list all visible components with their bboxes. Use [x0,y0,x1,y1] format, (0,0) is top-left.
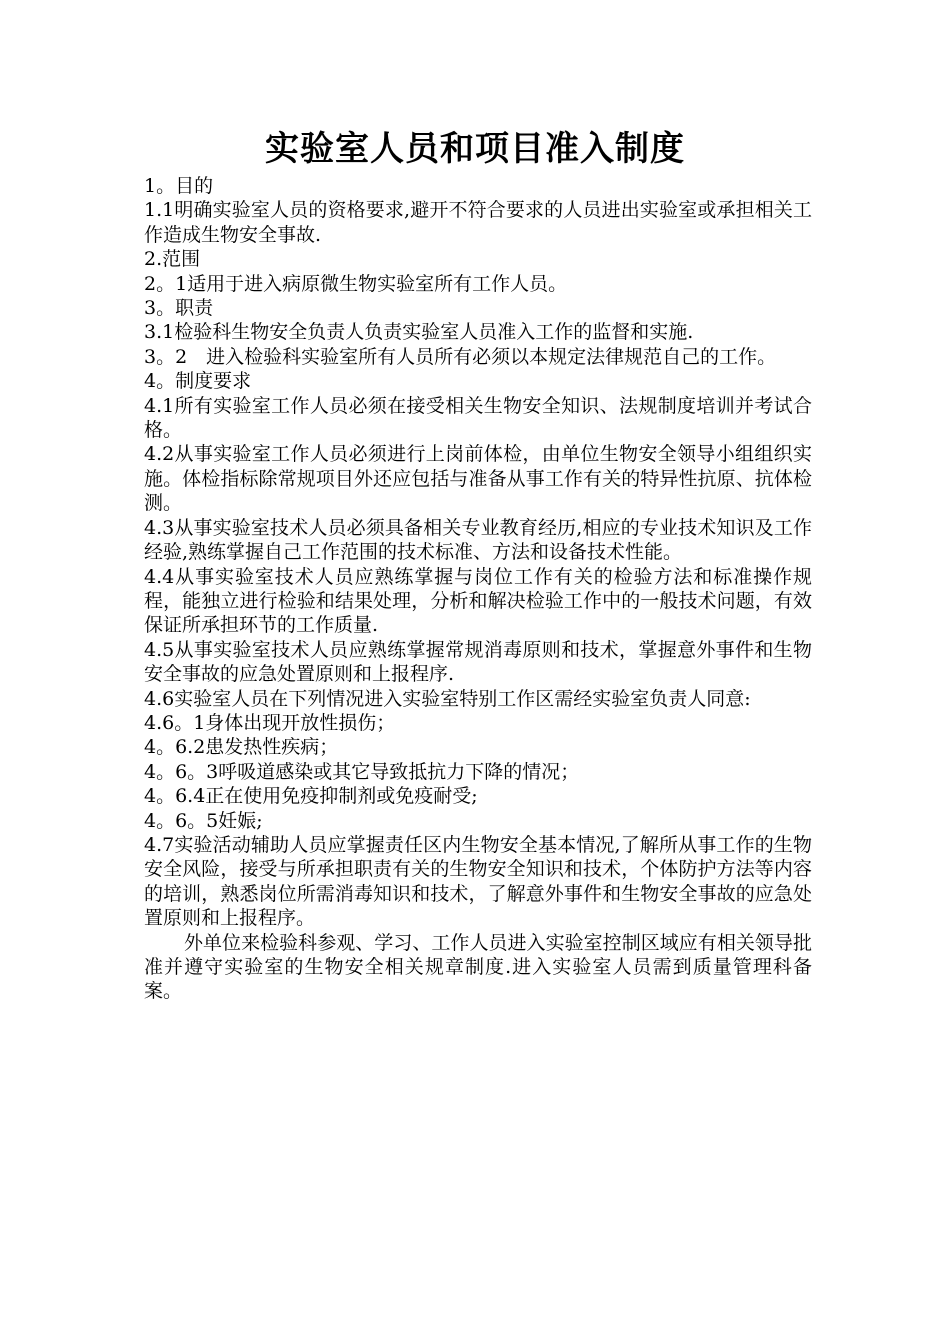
paragraph-4-6-2: 4。6.2患发热性疾病； [144,736,339,759]
paragraph-4-6-3: 4。6。3呼吸道感染或其它导致抵抗力下降的情况； [144,760,580,783]
paragraph-4-2: 4.2从事实验室工作人员必须进行上岗前体检，由单位生物安全领导小组组织实施。体检指标除常规项目外还应包括与准备从事工作有关的特异性抗原、抗体检测。 [144,443,812,515]
paragraph-3-1: 3.1检验科生物安全负责人负责实验室人员准入工作的监督和实施. [144,321,694,344]
paragraph-2-1: 2。1适用于进入病原微生物实验室所有工作人员。 [144,272,568,295]
paragraph-4-6-1: 4.6。1身体出现开放性损伤； [144,711,396,734]
paragraph-requirements-heading: 4。制度要求 [144,370,252,393]
document-body [144,174,812,1004]
paragraph-3-2: 3。2 进入检验科实验室所有人员所有必须以本规定法律规范自己的工作。 [144,345,777,368]
paragraph-purpose-heading: 1。目的 [144,175,214,197]
paragraph-4-1: 4.1所有实验室工作人员必须在接受相关生物安全知识、法规制度培训并考试合格。 [144,394,812,442]
document-title: 实验室人员和项目准入制度 [265,129,685,169]
paragraph-duties-heading: 3。职责 [144,297,214,320]
paragraph-4-4: 4.4从事实验室技术人员应熟练掌握与岗位工作有关的检验方法和标准操作规程，能独立进行检验和结果处理，分析和解决检验工作中的一般技术问题，有效保证所承担环节的工作质量. [144,565,812,637]
paragraph-4-7: 4.7实验活动辅助人员应掌握责任区内生物安全基本情况,了解所从事工作的生物安全风险，接受与所承担职责有关的生物安全知识和技术，个体防护方法等内容的培训，熟悉岗位所需消毒知识和技术，了解意外事件和生物安全事故的应急处置原则和上报程序。 [144,833,812,930]
paragraph-1-1: 1.1明确实验室人员的资格要求,避开不符合要求的人员进出实验室或承担相关工作造成生物安全事故. [144,199,812,246]
paragraph-scope-heading: 2.范围 [144,248,201,271]
paragraph-4-5: 4.5从事实验室技术人员应熟练掌握常规消毒原则和技术，掌握意外事件和生物安全事故的应急处置原则和上报程序. [144,638,812,686]
paragraph-4-6-4: 4。6.4正在使用免疫抑制剂或免疫耐受; [144,785,478,808]
paragraph-4-6: 4.6实验室人员在下列情况进入实验室特别工作区需经实验室负责人同意: [144,687,751,710]
paragraph-4-3: 4.3从事实验室技术人员必须具备相关专业教育经历,相应的专业技术知识及工作经验,熟练掌握自己工作范围的技术标准、方法和设备技术性能。 [144,516,812,564]
paragraph-visitors: 外单位来检验科参观、学习、工作人员进入实验室控制区域应有相关领导批准并遵守实验室的生物安全相关规章制度.进入实验室人员需到质量管理科备案。 [144,931,812,1003]
paragraph-4-6-5: 4。6。5妊娠; [144,809,263,832]
